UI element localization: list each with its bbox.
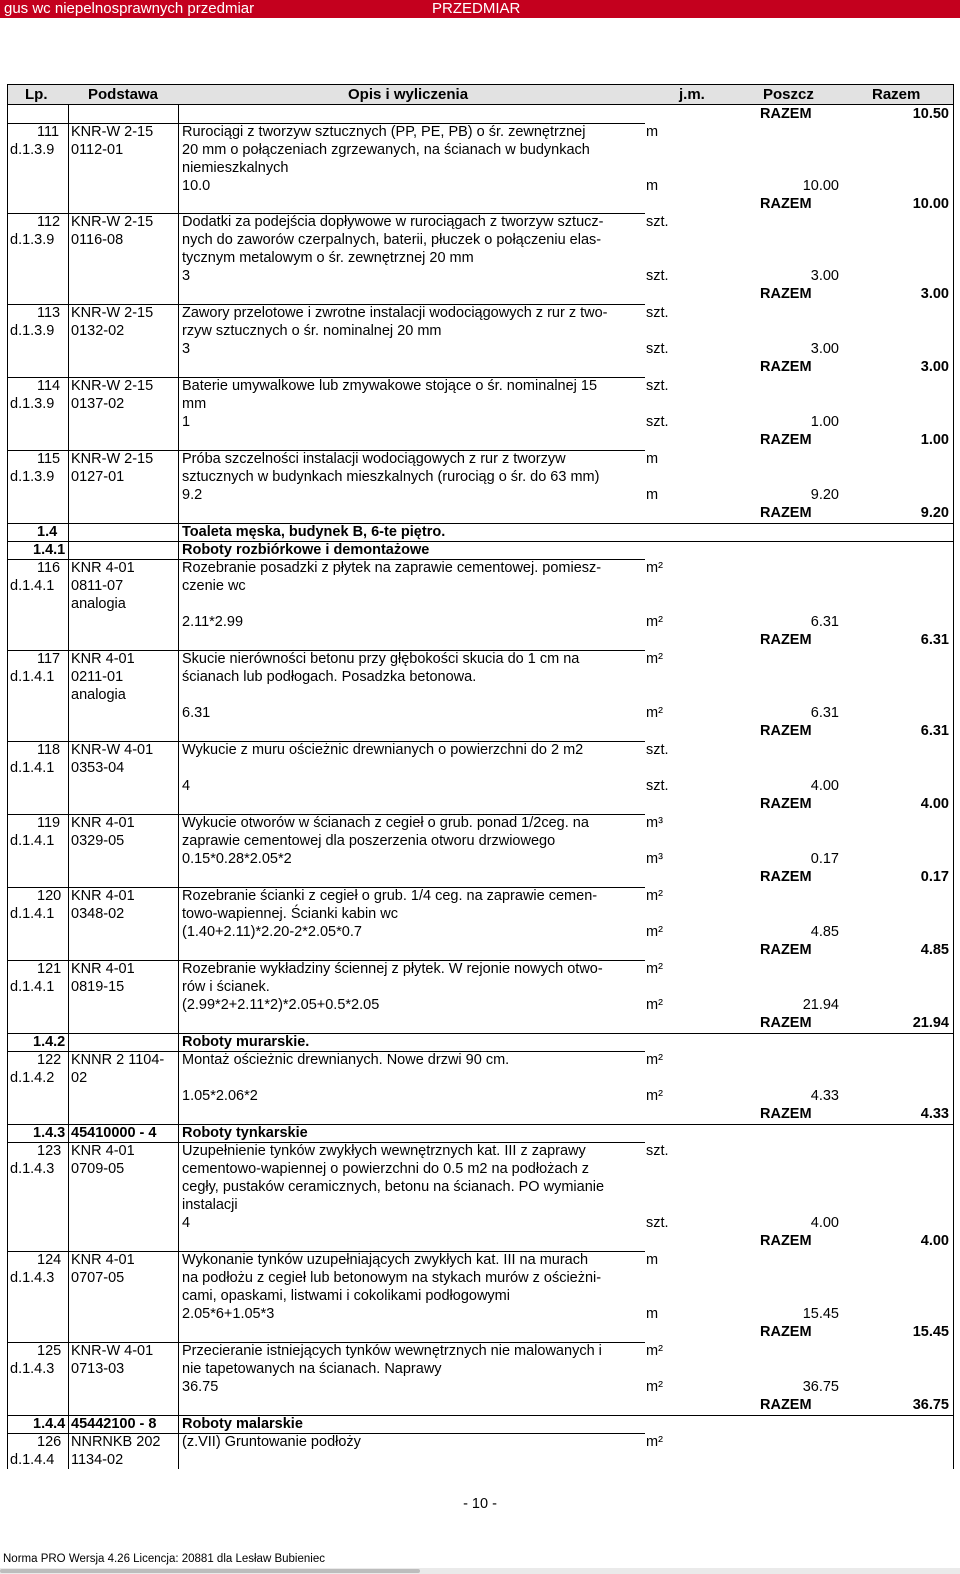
table-cell: KNR-W 2-15 bbox=[71, 378, 154, 394]
table-cell: 36.75 bbox=[912, 1397, 949, 1413]
row-separator bbox=[179, 814, 645, 815]
table-cell: m bbox=[646, 451, 659, 467]
table-cell: 113 bbox=[37, 305, 61, 321]
table-cell: 111 bbox=[37, 124, 60, 140]
header-razem: Razem bbox=[872, 86, 921, 103]
table-cell: 0811-07 bbox=[71, 578, 124, 594]
row-separator bbox=[69, 213, 178, 214]
row-separator bbox=[69, 304, 178, 305]
table-cell: 0116-08 bbox=[71, 232, 124, 248]
table-cell: 1.05*2.06*2 bbox=[182, 1088, 258, 1104]
table-cell: 0353-04 bbox=[71, 760, 125, 776]
table-cell: 115 bbox=[37, 451, 61, 467]
table-cell: 125 bbox=[37, 1343, 62, 1359]
row-separator bbox=[8, 450, 68, 451]
table-cell: 20 mm o połączeniach zgrzewanych, na ścianach w budynkach bbox=[182, 142, 590, 158]
table-cell: KNR 4-01 bbox=[71, 1252, 135, 1268]
table-cell: 1.4.4 bbox=[33, 1416, 66, 1432]
table-cell: 4.00 bbox=[920, 1233, 949, 1249]
table-cell: KNR 4-01 bbox=[71, 560, 135, 576]
row-separator bbox=[179, 1142, 645, 1143]
table-cell: RAZEM bbox=[760, 1015, 812, 1031]
row-separator bbox=[69, 1251, 178, 1252]
row-separator bbox=[69, 1433, 178, 1434]
table-cell: 4.00 bbox=[810, 1215, 839, 1231]
table-cell: d.1.4.3 bbox=[10, 1161, 55, 1177]
table-cell: 1.4.2 bbox=[33, 1034, 66, 1050]
table-cell: nych do zaworów czerpalnych, baterii, płuczek o połączeniu elas- bbox=[182, 232, 602, 248]
header-opis: Opis i wyliczenia bbox=[348, 86, 469, 103]
row-separator bbox=[179, 123, 645, 124]
table-cell: 4 bbox=[182, 1215, 191, 1231]
row-separator bbox=[179, 1051, 645, 1052]
row-separator bbox=[8, 650, 68, 651]
table-cell: 0.15*0.28*2.05*2 bbox=[182, 851, 292, 867]
table-cell: Roboty murarskie. bbox=[182, 1034, 310, 1050]
table-cell: 1.4.1 bbox=[33, 542, 66, 558]
header-poszcz: Poszcz bbox=[763, 86, 814, 103]
row-separator bbox=[8, 559, 68, 560]
table-cell: ścianach lub podłogach. Posadzka betonowa. bbox=[182, 669, 477, 685]
table-cell: m² bbox=[646, 614, 663, 630]
table-cell: 10.50 bbox=[912, 106, 949, 122]
header-jm: j.m. bbox=[679, 86, 705, 103]
table-cell: 0132-02 bbox=[71, 323, 125, 339]
table-cell: 117 bbox=[37, 651, 61, 667]
table-cell: niemieszkalnych bbox=[182, 160, 289, 176]
row-separator bbox=[8, 814, 68, 815]
table-cell: KNR 4-01 bbox=[71, 1143, 135, 1159]
table-cell: d.1.4.3 bbox=[10, 1270, 55, 1286]
table-cell: 0713-03 bbox=[71, 1361, 125, 1377]
table-cell: rzyw sztucznych o śr. nominalnej 20 mm bbox=[182, 323, 442, 339]
table-cell: RAZEM bbox=[760, 432, 812, 448]
table-cell: cementowo-wapiennej o powierzchni do 0.5 m2 na podłożach z bbox=[182, 1161, 590, 1177]
table-cell: Wykucie otworów w ścianach z cegieł o grub. ponad 1/2ceg. na bbox=[182, 815, 589, 831]
row-separator bbox=[179, 559, 645, 560]
table-cell: d.1.4.1 bbox=[10, 669, 55, 685]
table-cell: 3.00 bbox=[920, 359, 949, 375]
table-cell: 121 bbox=[37, 961, 62, 977]
row-separator bbox=[8, 377, 68, 378]
table-cell: 114 bbox=[37, 378, 61, 394]
table-cell: m² bbox=[646, 997, 663, 1013]
table-cell: d.1.3.9 bbox=[10, 142, 55, 158]
table-cell: RAZEM bbox=[760, 196, 812, 212]
document-type: PRZEDMIAR bbox=[432, 0, 521, 17]
table-cell: RAZEM bbox=[760, 869, 812, 885]
table-cell: RAZEM bbox=[760, 1233, 812, 1249]
table-cell: KNR-W 2-15 bbox=[71, 214, 154, 230]
table-cell: KNR-W 4-01 bbox=[71, 1343, 154, 1359]
table-cell: 112 bbox=[37, 214, 61, 230]
table-cell: d.1.3.9 bbox=[10, 469, 55, 485]
table-cell: szt. bbox=[646, 268, 669, 284]
row-separator bbox=[8, 123, 68, 124]
table-cell: 45442100 - 8 bbox=[71, 1416, 157, 1432]
table-cell: 3 bbox=[182, 268, 191, 284]
table-cell: 1.00 bbox=[920, 432, 949, 448]
table-cell: 4.85 bbox=[810, 924, 839, 940]
table-cell: RAZEM bbox=[760, 505, 812, 521]
table-cell: Wykonanie tynków uzupełniających zwykłych kat. III na murach bbox=[182, 1252, 589, 1268]
table-border-col2 bbox=[68, 105, 69, 1469]
table-cell: m bbox=[646, 178, 659, 194]
table-cell: 0127-01 bbox=[71, 469, 125, 485]
row-separator bbox=[8, 213, 68, 214]
table-cell: d.1.4.1 bbox=[10, 760, 55, 776]
table-cell: (z.VII) Gruntowanie podłoży bbox=[182, 1434, 361, 1450]
table-cell: 0.17 bbox=[920, 869, 949, 885]
row-separator bbox=[8, 1142, 68, 1143]
table-cell: 116 bbox=[37, 560, 61, 576]
table-cell: KNR 4-01 bbox=[71, 815, 135, 831]
table-cell: KNR-W 4-01 bbox=[71, 742, 154, 758]
table-cell: 10.0 bbox=[182, 178, 211, 194]
row-separator bbox=[179, 304, 645, 305]
table-cell: 1.4.3 bbox=[33, 1125, 66, 1141]
table-cell: analogia bbox=[71, 687, 126, 703]
row-separator bbox=[69, 814, 178, 815]
table-cell: 6.31 bbox=[920, 723, 949, 739]
row-separator bbox=[69, 960, 178, 961]
table-cell: d.1.3.9 bbox=[10, 323, 55, 339]
table-cell: Toaleta męska, budynek B, 6-te piętro. bbox=[182, 524, 446, 540]
row-separator bbox=[69, 559, 178, 560]
table-cell: mm bbox=[182, 396, 207, 412]
table-cell: 1.4 bbox=[37, 524, 58, 540]
row-separator bbox=[69, 377, 178, 378]
table-cell: cegły, pustaków ceramicznych, betonu na ścianach. PO wymianie bbox=[182, 1179, 605, 1195]
document-name: gus wc niepelnosprawnych przedmiar bbox=[4, 0, 255, 17]
table-cell: d.1.4.1 bbox=[10, 833, 55, 849]
table-cell: 0819-15 bbox=[71, 979, 125, 995]
table-cell: 120 bbox=[37, 888, 62, 904]
table-cell: d.1.4.4 bbox=[10, 1452, 55, 1468]
table-cell: m² bbox=[646, 1379, 663, 1395]
table-cell: RAZEM bbox=[760, 286, 812, 302]
table-cell: szt. bbox=[646, 214, 669, 230]
row-separator bbox=[179, 450, 645, 451]
table-cell: m² bbox=[646, 888, 663, 904]
row-separator bbox=[69, 1051, 178, 1052]
row-separator bbox=[179, 213, 645, 214]
table-cell: RAZEM bbox=[760, 1106, 812, 1122]
table-cell: Roboty rozbiórkowe i demontażowe bbox=[182, 542, 430, 558]
section-separator bbox=[8, 541, 953, 542]
table-cell: 9.20 bbox=[920, 505, 949, 521]
table-cell: Rozebranie posadzki z płytek na zaprawie cementowej. pomiesz- bbox=[182, 560, 602, 576]
table-cell: Uzupełnienie tynków zwykłych wewnętrznych kat. III z zaprawy bbox=[182, 1143, 586, 1159]
table-cell: 3.00 bbox=[810, 268, 839, 284]
table-cell: 36.75 bbox=[802, 1379, 839, 1395]
table-cell: 1.00 bbox=[810, 414, 839, 430]
table-cell: d.1.4.1 bbox=[10, 979, 55, 995]
table-cell: 4.00 bbox=[810, 778, 839, 794]
table-cell: 3.00 bbox=[810, 341, 839, 357]
table-cell: Próba szczelności instalacji wodociągowych z rur z tworzyw bbox=[182, 451, 566, 467]
table-cell: m² bbox=[646, 1052, 663, 1068]
table-cell: szt. bbox=[646, 1215, 669, 1231]
table-cell: NNRNKB 202 bbox=[71, 1434, 161, 1450]
table-cell: 0329-05 bbox=[71, 833, 125, 849]
table-cell: instalacji bbox=[182, 1197, 238, 1213]
row-separator bbox=[179, 887, 645, 888]
table-cell: 118 bbox=[37, 742, 61, 758]
row-separator bbox=[8, 741, 68, 742]
table-cell: Dodatki za podejścia dopływowe w rurociągach z tworzyw sztucz- bbox=[182, 214, 604, 230]
section-separator bbox=[8, 1415, 953, 1416]
horizontal-scrollbar[interactable] bbox=[0, 1568, 960, 1574]
table-cell: KNR-W 2-15 bbox=[71, 124, 154, 140]
table-cell: m² bbox=[646, 705, 663, 721]
table-cell: m bbox=[646, 1306, 659, 1322]
table-cell: szt. bbox=[646, 778, 669, 794]
row-separator bbox=[179, 1433, 645, 1434]
table-cell: Rurociągi z tworzyw sztucznych (PP, PE, PB) o śr. zewnętrznej bbox=[182, 124, 586, 140]
row-separator bbox=[69, 650, 178, 651]
table-cell: KNR 4-01 bbox=[71, 888, 135, 904]
table-cell: 124 bbox=[37, 1252, 62, 1268]
table-cell: Baterie umywalkowe lub zmywakowe stojące o śr. nominalnej 15 bbox=[182, 378, 598, 394]
row-separator bbox=[8, 1051, 68, 1052]
table-cell: 0348-02 bbox=[71, 906, 125, 922]
row-separator bbox=[8, 887, 68, 888]
table-cell: 15.45 bbox=[802, 1306, 839, 1322]
table-cell: m² bbox=[646, 924, 663, 940]
scrollbar-thumb[interactable] bbox=[0, 1569, 420, 1573]
table-cell: Przecieranie istniejących tynków wewnętrznych nie malowanych i bbox=[182, 1343, 602, 1359]
table-cell: RAZEM bbox=[760, 106, 812, 122]
table-cell: RAZEM bbox=[760, 632, 812, 648]
table-cell: (2.99*2+2.11*2)*2.05+0.5*2.05 bbox=[182, 997, 380, 1013]
table-cell: Zawory przelotowe i zwrotne instalacji wodociągowych z rur z two- bbox=[182, 305, 608, 321]
header-podstawa: Podstawa bbox=[88, 86, 159, 103]
table-cell: 0137-02 bbox=[71, 396, 125, 412]
table-cell: KNR-W 2-15 bbox=[71, 305, 154, 321]
table-cell: m² bbox=[646, 1434, 663, 1450]
table-cell: 02 bbox=[71, 1070, 88, 1086]
table-cell: 10.00 bbox=[912, 196, 949, 212]
table-cell: 6.31 bbox=[810, 705, 839, 721]
table-cell: KNR-W 2-15 bbox=[71, 451, 154, 467]
row-separator bbox=[69, 741, 178, 742]
table-cell: m bbox=[646, 124, 659, 140]
table-cell: 9.20 bbox=[810, 487, 839, 503]
table-cell: RAZEM bbox=[760, 796, 812, 812]
table-cell: 4.85 bbox=[920, 942, 949, 958]
table-cell: szt. bbox=[646, 1143, 669, 1159]
row-separator bbox=[69, 887, 178, 888]
table-cell: sztucznych w budynkach mieszkalnych (rurociąg o śr. do 63 mm) bbox=[182, 469, 600, 485]
table-cell: 6.31 bbox=[920, 632, 949, 648]
table-cell: (1.40+2.11)*2.20-2*2.05*0.7 bbox=[182, 924, 362, 940]
table-cell: Wykucie z muru ościeżnic drewnianych o powierzchni do 2 m2 bbox=[182, 742, 584, 758]
table-cell: 10.00 bbox=[802, 178, 839, 194]
table-cell: m² bbox=[646, 961, 663, 977]
row-separator bbox=[69, 1342, 178, 1343]
table-cell: KNNR 2 1104- bbox=[71, 1052, 165, 1068]
table-cell: m³ bbox=[646, 815, 663, 831]
header-lp: Lp. bbox=[25, 86, 48, 103]
section-separator bbox=[8, 1124, 953, 1125]
table-cell: Rozebranie ścianki z cegieł o grub. 1/4 ceg. na zaprawie cemen- bbox=[182, 888, 598, 904]
table-cell: tycznym metalowym o śr. zewnętrznej 20 mm bbox=[182, 250, 474, 266]
table-cell: szt. bbox=[646, 414, 669, 430]
table-cell: analogia bbox=[71, 596, 126, 612]
table-cell: 9.2 bbox=[182, 487, 203, 503]
title-bar bbox=[0, 0, 960, 18]
table-cell: 4.33 bbox=[810, 1088, 839, 1104]
table-cell: 15.45 bbox=[912, 1324, 949, 1340]
table-cell: m² bbox=[646, 1088, 663, 1104]
table-cell: d.1.4.3 bbox=[10, 1361, 55, 1377]
table-cell: 122 bbox=[37, 1052, 62, 1068]
table-cell: 2.11*2.99 bbox=[182, 614, 244, 630]
table-cell: szt. bbox=[646, 305, 669, 321]
row-separator bbox=[179, 741, 645, 742]
table-cell: 0112-01 bbox=[71, 142, 124, 158]
table-cell: szt. bbox=[646, 378, 669, 394]
table-cell: zaprawie cementowej dla poszerzenia otworu drzwiowego bbox=[182, 833, 556, 849]
table-cell: na podłożu z cegieł lub betonowym na stykach murów z ościeżni- bbox=[182, 1270, 602, 1286]
table-cell: m bbox=[646, 1252, 659, 1268]
table-cell: 6.31 bbox=[810, 614, 839, 630]
table-cell: 6.31 bbox=[182, 705, 211, 721]
table-cell: 0707-05 bbox=[71, 1270, 125, 1286]
row-separator bbox=[179, 960, 645, 961]
table-cell: RAZEM bbox=[760, 723, 812, 739]
table-border-left bbox=[7, 105, 8, 1469]
row-separator bbox=[179, 650, 645, 651]
table-cell: m² bbox=[646, 1343, 663, 1359]
row-separator bbox=[69, 123, 178, 124]
table-cell: Rozebranie wykładziny ściennej z płytek. W rejonie nowych otwo- bbox=[182, 961, 603, 977]
table-cell: 21.94 bbox=[802, 997, 839, 1013]
table-cell: d.1.4.1 bbox=[10, 906, 55, 922]
row-separator bbox=[8, 1251, 68, 1252]
table-cell: RAZEM bbox=[760, 359, 812, 375]
table-cell: 123 bbox=[37, 1143, 62, 1159]
row-separator bbox=[8, 1433, 68, 1434]
row-separator bbox=[8, 304, 68, 305]
row-separator bbox=[179, 1342, 645, 1343]
table-cell: 0.17 bbox=[810, 851, 839, 867]
row-separator bbox=[69, 450, 178, 451]
row-separator bbox=[69, 1142, 178, 1143]
row-separator bbox=[179, 1251, 645, 1252]
table-cell: 0709-05 bbox=[71, 1161, 125, 1177]
table-cell: 0211-01 bbox=[71, 669, 124, 685]
row-separator bbox=[8, 960, 68, 961]
table-cell: m bbox=[646, 487, 659, 503]
table-cell: KNR 4-01 bbox=[71, 651, 135, 667]
table-cell: m² bbox=[646, 651, 663, 667]
table-cell: KNR 4-01 bbox=[71, 961, 135, 977]
table-cell: 36.75 bbox=[182, 1379, 219, 1395]
table-cell: 45410000 - 4 bbox=[71, 1125, 157, 1141]
table-cell: d.1.4.1 bbox=[10, 578, 55, 594]
table-cell: Roboty malarskie bbox=[182, 1416, 303, 1432]
table-cell: 3 bbox=[182, 341, 191, 357]
table-cell: szt. bbox=[646, 742, 669, 758]
table-cell: czenie wc bbox=[182, 578, 246, 594]
table-cell: RAZEM bbox=[760, 1397, 812, 1413]
page-number: - 10 - bbox=[463, 1496, 497, 1512]
table-cell: 119 bbox=[37, 815, 61, 831]
table-cell: 126 bbox=[37, 1434, 62, 1450]
table-cell: 4 bbox=[182, 778, 191, 794]
section-separator bbox=[8, 1033, 953, 1034]
table-cell: 2.05*6+1.05*3 bbox=[182, 1306, 275, 1322]
table-cell: d.1.3.9 bbox=[10, 396, 55, 412]
table-cell: 21.94 bbox=[912, 1015, 949, 1031]
row-separator bbox=[179, 377, 645, 378]
table-cell: 1134-02 bbox=[71, 1452, 124, 1468]
table-cell: 4.00 bbox=[920, 796, 949, 812]
footer-license: Norma PRO Wersja 4.26 Licencja: 20881 dla Lesław Bubieniec bbox=[3, 1553, 325, 1565]
section-separator bbox=[8, 523, 953, 524]
table-cell: 3.00 bbox=[920, 286, 949, 302]
table-cell: d.1.3.9 bbox=[10, 232, 55, 248]
table-cell: RAZEM bbox=[760, 1324, 812, 1340]
table-cell: d.1.4.2 bbox=[10, 1070, 55, 1086]
table-cell: Montaż ościeżnic drewnianych. Nowe drzwi 90 cm. bbox=[182, 1052, 510, 1068]
table-cell: towo-wapiennej. Ścianki kabin wc bbox=[182, 906, 398, 922]
table-cell: Skucie nierówności betonu przy głębokości skucia do 1 cm na bbox=[182, 651, 580, 667]
table-border-right bbox=[953, 105, 954, 1469]
table-cell: m² bbox=[646, 560, 663, 576]
table-cell: Roboty tynkarskie bbox=[182, 1125, 308, 1141]
table-cell: 1 bbox=[182, 414, 191, 430]
table-cell: nie tapetowanych na ścianach. Naprawy bbox=[182, 1361, 442, 1377]
table-cell: 4.33 bbox=[920, 1106, 949, 1122]
table-cell: cami, opaskami, listwami i cokolikami podłogowymi bbox=[182, 1288, 510, 1304]
table-cell: m³ bbox=[646, 851, 663, 867]
table-header bbox=[7, 84, 954, 105]
table-border-col3 bbox=[178, 105, 179, 1469]
row-separator bbox=[8, 1342, 68, 1343]
table-cell: rów i ścianek. bbox=[182, 979, 270, 995]
table-cell: szt. bbox=[646, 341, 669, 357]
table-cell: RAZEM bbox=[760, 942, 812, 958]
